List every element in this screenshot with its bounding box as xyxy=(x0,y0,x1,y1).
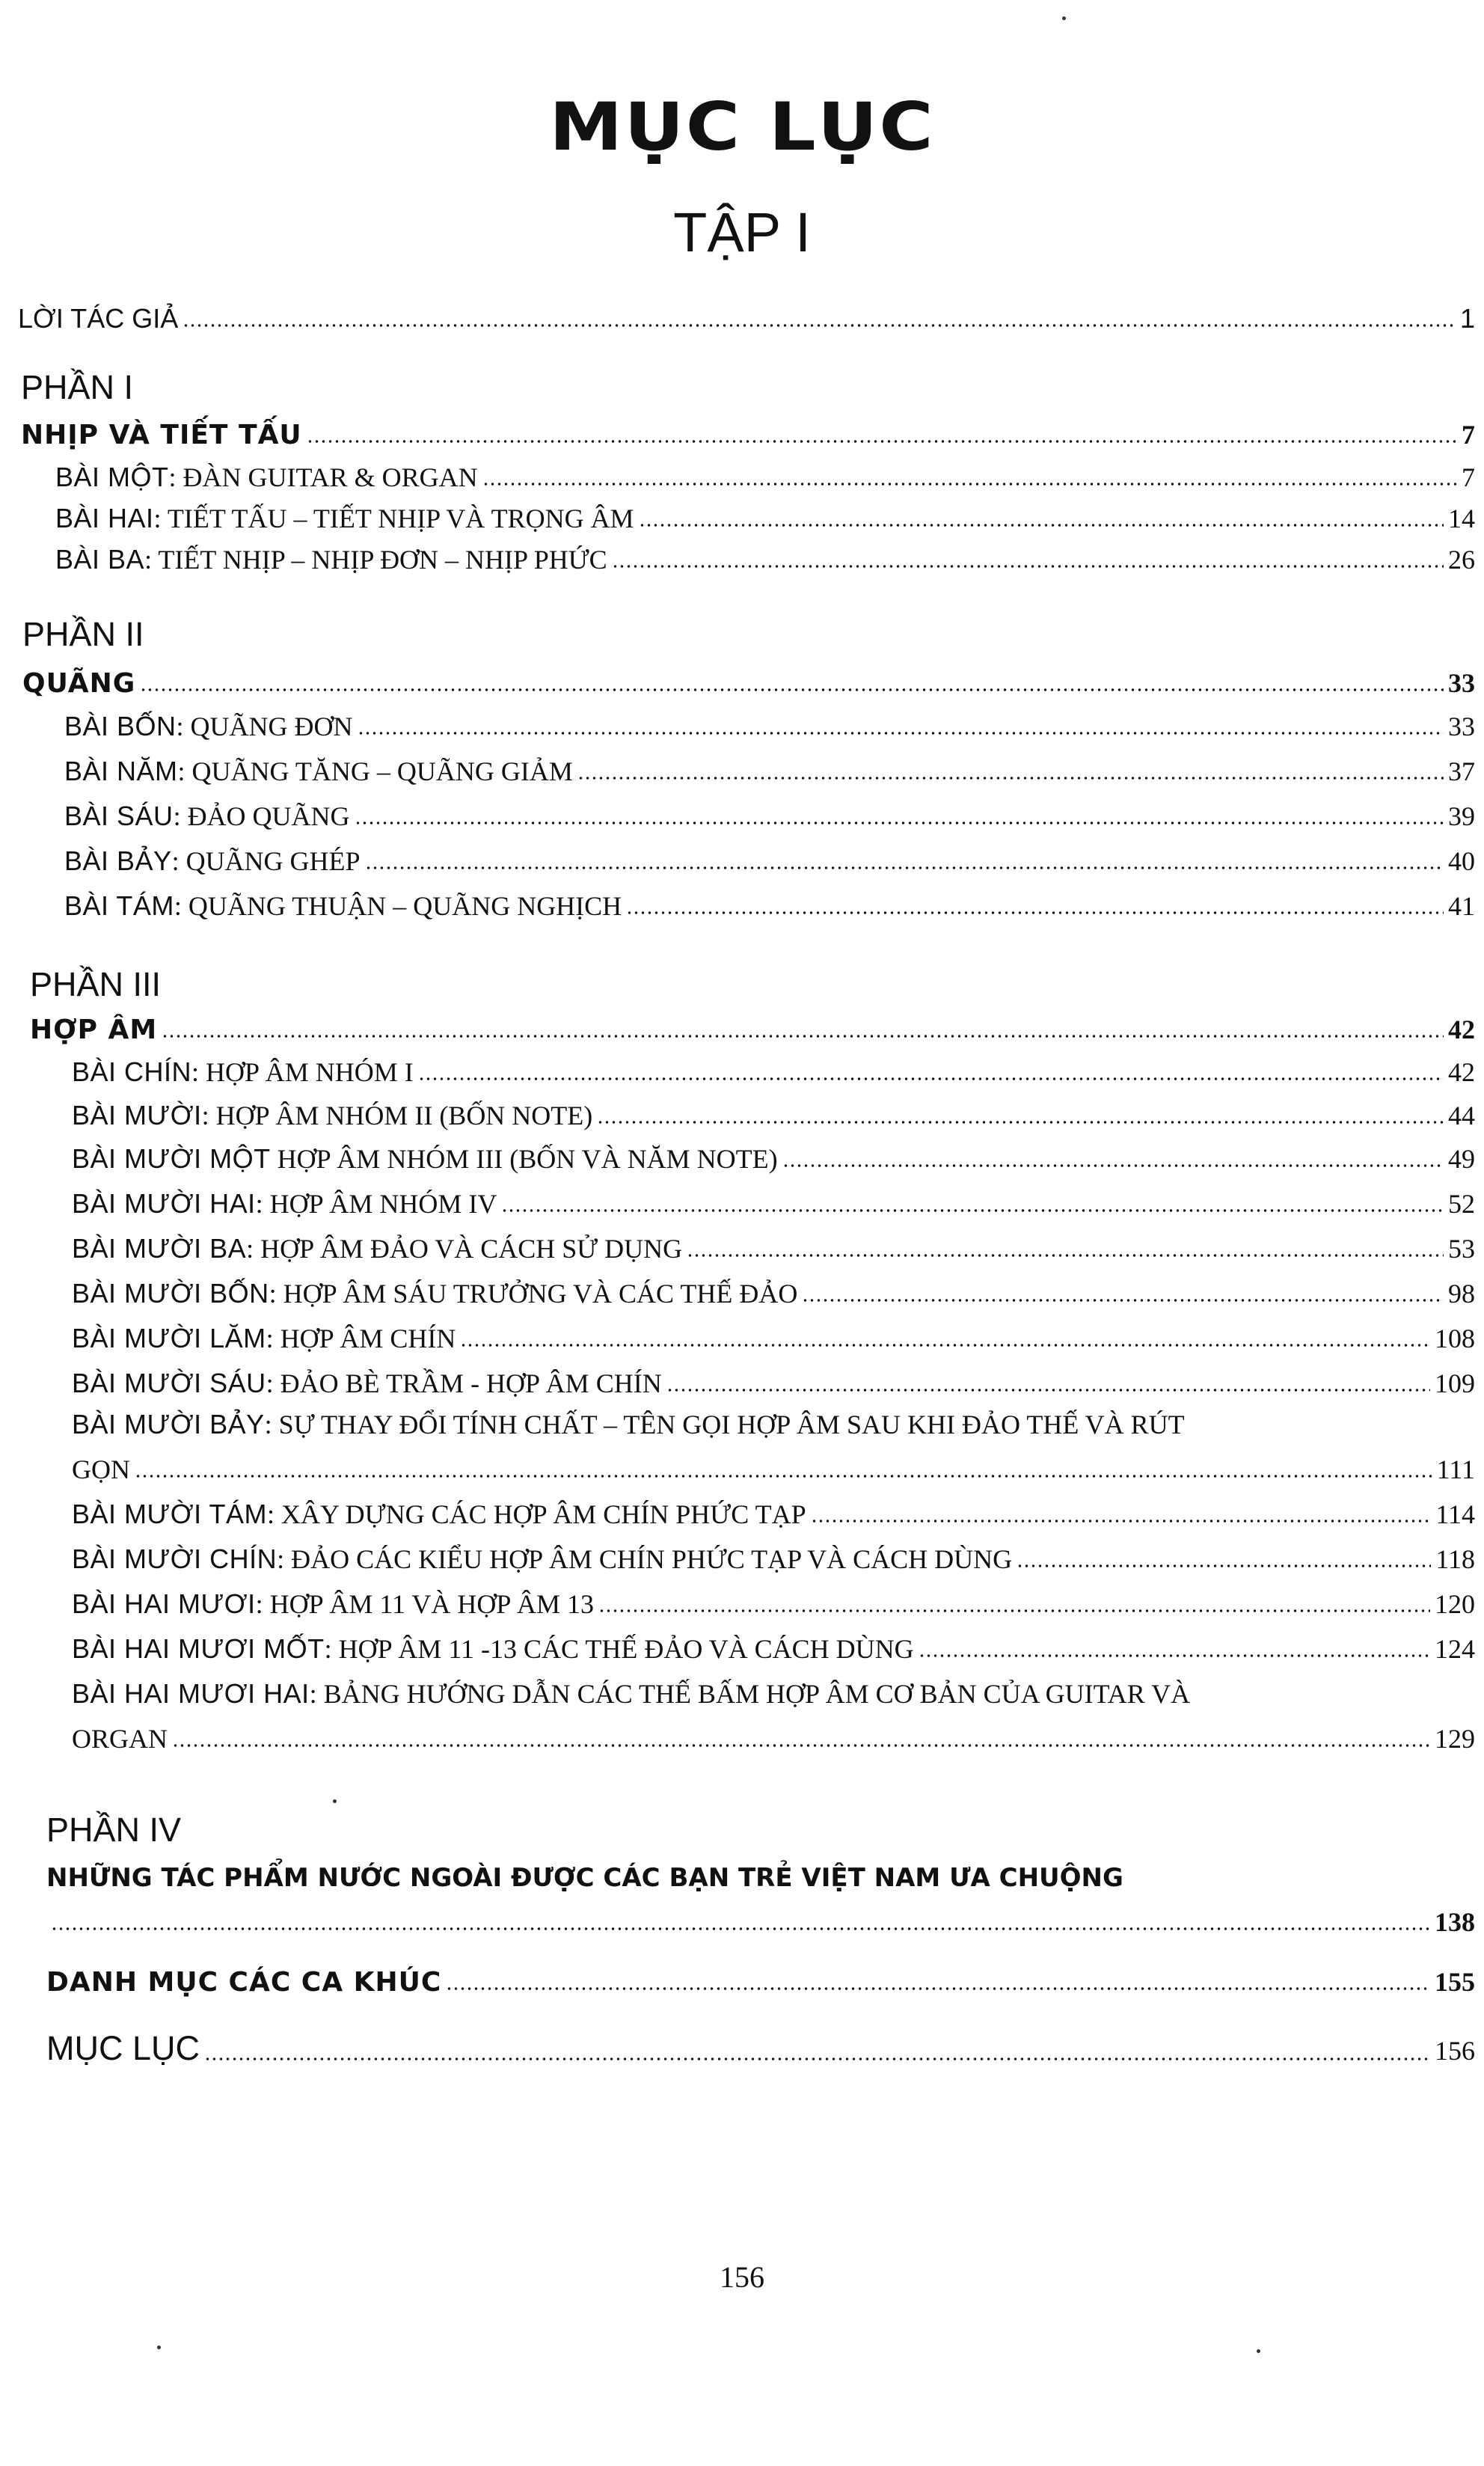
page-ref: 49 xyxy=(1448,1144,1475,1174)
volume-title: TẬP I xyxy=(673,201,811,263)
lesson-number: BÀI NĂM xyxy=(64,756,178,786)
dot-leader xyxy=(802,1299,1444,1302)
page-ref: 33 xyxy=(1448,668,1475,698)
dot-leader xyxy=(355,822,1444,824)
section-heading-label: QUÃNG xyxy=(22,668,136,699)
lesson-entry xyxy=(72,1499,1475,1530)
dot-leader xyxy=(577,777,1444,780)
lesson-number: BÀI HAI MƯƠI xyxy=(72,1588,256,1619)
dot-leader xyxy=(782,1164,1444,1167)
page-ref: 42 xyxy=(1448,1015,1475,1044)
dot-leader xyxy=(365,866,1444,869)
page-ref: 114 xyxy=(1435,1499,1475,1529)
lesson-title: : ĐẢO BÈ TRẦM - HỢP ÂM CHÍN xyxy=(266,1368,662,1398)
page-ref: 138 xyxy=(1435,1907,1475,1937)
lesson-entry xyxy=(64,890,1475,922)
page-ref: 53 xyxy=(1448,1234,1475,1264)
page-ref: 40 xyxy=(1448,846,1475,876)
page-ref: 118 xyxy=(1435,1544,1475,1574)
lesson-entry-label xyxy=(72,1633,914,1665)
lesson-title: : XÂY DỰNG CÁC HỢP ÂM CHÍN PHỨC TẠP xyxy=(266,1499,806,1529)
lesson-entry xyxy=(64,845,1475,877)
dot-leader xyxy=(135,1475,1432,1478)
lesson-title: : ĐẢO CÁC KIỂU HỢP ÂM CHÍN PHỨC TẠP VÀ CÁCH DÙNG xyxy=(277,1544,1013,1574)
intro-entry-label: LỜI TÁC GIẢ xyxy=(18,303,179,334)
lesson-title: : HỢP ÂM NHÓM II (BỐN NOTE) xyxy=(201,1101,593,1130)
lesson-entry-label xyxy=(55,503,634,534)
scan-speck xyxy=(1257,2349,1260,2353)
page-ref: 129 xyxy=(1435,1724,1475,1754)
lesson-title: : HỢP ÂM CHÍN xyxy=(266,1324,456,1353)
lesson-number: BÀI MƯỜI SÁU xyxy=(72,1368,266,1398)
lesson-title: : ĐẢO QUÃNG xyxy=(173,801,350,831)
section-heading-label: NHỊP VÀ TIẾT TẤU xyxy=(21,420,302,450)
lesson-number: BÀI BA xyxy=(55,544,145,575)
lesson-number: BÀI BẢY xyxy=(64,845,172,876)
lesson-title: : SỰ THAY ĐỔI TÍNH CHẤT – TÊN GỌI HỢP ÂM SAU KHI ĐẢO THẾ VÀ RÚT xyxy=(264,1410,1185,1439)
lesson-entry xyxy=(72,1633,1475,1665)
dot-leader xyxy=(162,1035,1444,1038)
lesson-number: BÀI MƯỜI BA xyxy=(72,1233,247,1264)
lesson-entry-label xyxy=(72,1143,778,1175)
scan-speck xyxy=(157,2346,161,2349)
lesson-entry xyxy=(55,544,1475,575)
dot-leader xyxy=(1017,1564,1431,1567)
part-label: PHẦN IV xyxy=(46,1811,182,1849)
dot-leader xyxy=(811,1520,1432,1523)
songs-entry-label: DANH MỤC CÁC CA KHÚC xyxy=(46,1967,442,1998)
lesson-entry xyxy=(72,1409,1185,1440)
toc-entry xyxy=(46,2029,1475,2068)
lesson-number: BÀI MƯỜI CHÍN xyxy=(72,1543,278,1574)
lesson-entry xyxy=(72,1323,1475,1354)
lesson-entry-label xyxy=(72,1278,797,1309)
dot-leader xyxy=(639,524,1444,527)
lesson-entry-label xyxy=(64,890,622,922)
dot-leader xyxy=(183,324,1456,327)
dot-leader xyxy=(418,1077,1444,1080)
section-heading xyxy=(22,667,1475,699)
page-ref: 108 xyxy=(1435,1324,1475,1353)
lesson-entry xyxy=(72,1188,1475,1220)
lesson-number: BÀI HAI MƯƠI MỐT xyxy=(72,1633,325,1664)
scan-speck xyxy=(333,1799,337,1803)
lesson-title: : HỢP ÂM 11 -13 CÁC THẾ ĐẢO VÀ CÁCH DÙNG xyxy=(324,1634,914,1664)
lesson-entry-label xyxy=(72,1056,414,1088)
lesson-entry xyxy=(55,462,1475,493)
lesson-entry-label xyxy=(55,544,607,575)
lesson-number: BÀI MƯỜI TÁM xyxy=(72,1499,267,1529)
part-label: PHẦN II xyxy=(22,615,144,653)
lesson-entry xyxy=(72,1233,1475,1264)
lesson-number: BÀI TÁM xyxy=(64,890,174,921)
lesson-number: BÀI CHÍN xyxy=(72,1056,192,1087)
lesson-entry-cont-label: GỌN xyxy=(72,1454,130,1484)
dot-leader xyxy=(598,1609,1430,1612)
lesson-number: BÀI MƯỜI BẢY xyxy=(72,1409,265,1439)
dot-leader xyxy=(597,1121,1444,1124)
lesson-title: : ĐÀN GUITAR & ORGAN xyxy=(168,462,478,492)
page-ref: 1 xyxy=(1459,303,1475,334)
page-ref: 33 xyxy=(1448,712,1475,741)
lesson-number: BÀI MỘT xyxy=(55,462,169,492)
dot-leader xyxy=(482,483,1457,486)
page-title: MỤC LỤC xyxy=(549,88,935,165)
page-ref: 14 xyxy=(1448,504,1475,533)
lesson-title: : TIẾT TẤU – TIẾT NHỊP VÀ TRỌNG ÂM xyxy=(153,504,634,533)
lesson-entry xyxy=(72,1100,1475,1131)
section-heading: NHỮNG TÁC PHẨM NƯỚC NGOÀI ĐƯỢC CÁC BẠN TRẺ VIỆT NAM ƯA CHUỘNG xyxy=(46,1863,1123,1893)
lesson-title: : HỢP ÂM NHÓM I xyxy=(191,1057,414,1087)
page-ref: 98 xyxy=(1448,1279,1475,1309)
lesson-entry-label xyxy=(72,1323,456,1354)
lesson-title: : HỢP ÂM NHÓM IV xyxy=(255,1189,497,1219)
lesson-title: : QUÃNG GHÉP xyxy=(171,846,361,876)
lesson-entry-label xyxy=(72,1588,594,1620)
lesson-number: BÀI MƯỜI xyxy=(72,1100,202,1130)
lesson-entry-label xyxy=(64,756,573,787)
lesson-entry-label xyxy=(72,1100,592,1131)
songs-entry xyxy=(46,1966,1475,1998)
lesson-number: BÀI BỐN xyxy=(64,711,177,741)
dot-leader xyxy=(501,1209,1444,1212)
page-ref: 37 xyxy=(1448,756,1475,786)
lesson-entry-label xyxy=(64,845,361,877)
part-label: PHẦN I xyxy=(21,368,134,406)
lesson-entry-label xyxy=(64,711,353,742)
dot-leader xyxy=(460,1344,1430,1347)
lesson-number: BÀI HAI xyxy=(55,503,154,533)
dot-leader xyxy=(446,1987,1430,1990)
section-heading xyxy=(21,419,1475,450)
page-ref: 124 xyxy=(1435,1634,1475,1664)
lesson-number: BÀI SÁU xyxy=(64,801,174,831)
intro-entry xyxy=(18,303,1475,334)
lesson-entry-label xyxy=(72,1368,662,1399)
page-number: 156 xyxy=(720,2260,764,2294)
lesson-number: BÀI MƯỜI MỘT xyxy=(72,1143,271,1174)
section-heading xyxy=(30,1014,1475,1045)
dot-leader xyxy=(358,732,1444,735)
page-ref: 111 xyxy=(1436,1454,1475,1484)
page-ref: 7 xyxy=(1462,420,1475,450)
dot-leader xyxy=(140,688,1444,691)
dot-leader xyxy=(51,1927,1430,1930)
lesson-title: : HỢP ÂM 11 VÀ HỢP ÂM 13 xyxy=(255,1589,595,1619)
dot-leader xyxy=(687,1254,1444,1257)
lesson-entry xyxy=(64,711,1475,742)
lesson-entry-cont-label: ORGAN xyxy=(72,1724,168,1754)
section-heading-label: HỢP ÂM xyxy=(30,1015,158,1045)
lesson-entry xyxy=(72,1368,1475,1399)
lesson-entry xyxy=(72,1678,1190,1710)
lesson-number: BÀI MƯỜI BỐN xyxy=(72,1278,269,1309)
lesson-title: : QUÃNG TĂNG – QUÃNG GIẢM xyxy=(177,756,573,786)
dot-leader xyxy=(307,440,1457,443)
scan-speck xyxy=(1062,16,1066,20)
page-ref: 39 xyxy=(1448,801,1475,831)
section-heading-leader xyxy=(46,1906,1475,1938)
page-ref: 44 xyxy=(1448,1101,1475,1130)
page-ref: 26 xyxy=(1448,545,1475,575)
lesson-entry-cont xyxy=(72,1723,1475,1754)
page-ref: 120 xyxy=(1435,1589,1475,1619)
lesson-entry-label xyxy=(64,801,350,832)
page-ref: 42 xyxy=(1448,1057,1475,1087)
lesson-entry xyxy=(72,1143,1475,1175)
lesson-entry xyxy=(72,1278,1475,1309)
lesson-number: BÀI HAI MƯƠI HAI xyxy=(72,1678,310,1709)
part-label: PHẦN III xyxy=(30,965,162,1003)
lesson-entry xyxy=(64,801,1475,832)
lesson-title: HỢP ÂM NHÓM III (BỐN VÀ NĂM NOTE) xyxy=(270,1144,778,1174)
lesson-entry-label xyxy=(72,1499,806,1530)
lesson-title: : HỢP ÂM ĐẢO VÀ CÁCH SỬ DỤNG xyxy=(246,1234,683,1264)
page-ref: 41 xyxy=(1448,891,1475,921)
lesson-title: : QUÃNG THUẬN – QUÃNG NGHỊCH xyxy=(174,891,622,921)
page-ref: 52 xyxy=(1448,1189,1475,1219)
dot-leader xyxy=(172,1744,1430,1747)
page-ref: 109 xyxy=(1435,1368,1475,1398)
page-ref: 156 xyxy=(1435,2036,1475,2066)
dot-leader xyxy=(919,1654,1430,1657)
lesson-entry xyxy=(72,1543,1475,1575)
dot-leader xyxy=(626,911,1444,914)
lesson-number: BÀI MƯỜI HAI xyxy=(72,1188,256,1219)
dot-leader xyxy=(204,2057,1430,2060)
lesson-title: : TIẾT NHỊP – NHỊP ĐƠN – NHỊP PHỨC xyxy=(144,545,607,575)
lesson-entry-label xyxy=(72,1233,682,1264)
lesson-title: : HỢP ÂM SÁU TRƯỞNG VÀ CÁC THẾ ĐẢO xyxy=(269,1279,798,1309)
lesson-entry-cont xyxy=(72,1454,1475,1485)
lesson-entry-label xyxy=(55,462,478,493)
toc-entry-label: MỤC LỤC xyxy=(46,2029,200,2067)
lesson-title: : QUÃNG ĐƠN xyxy=(176,712,353,741)
lesson-title: : BẢNG HƯỚNG DẪN CÁC THẾ BẤM HỢP ÂM CƠ BẢN CỦA GUITAR VÀ xyxy=(309,1679,1191,1709)
lesson-entry-label xyxy=(72,1188,497,1220)
dot-leader xyxy=(666,1389,1430,1392)
lesson-number: BÀI MƯỜI LĂM xyxy=(72,1323,266,1353)
lesson-entry xyxy=(72,1588,1475,1620)
lesson-entry xyxy=(64,756,1475,787)
lesson-entry xyxy=(72,1056,1475,1088)
lesson-entry xyxy=(55,503,1475,534)
page-ref: 155 xyxy=(1435,1967,1475,1997)
page-ref: 7 xyxy=(1462,462,1475,492)
dot-leader xyxy=(612,565,1444,568)
lesson-entry-label xyxy=(72,1543,1012,1575)
